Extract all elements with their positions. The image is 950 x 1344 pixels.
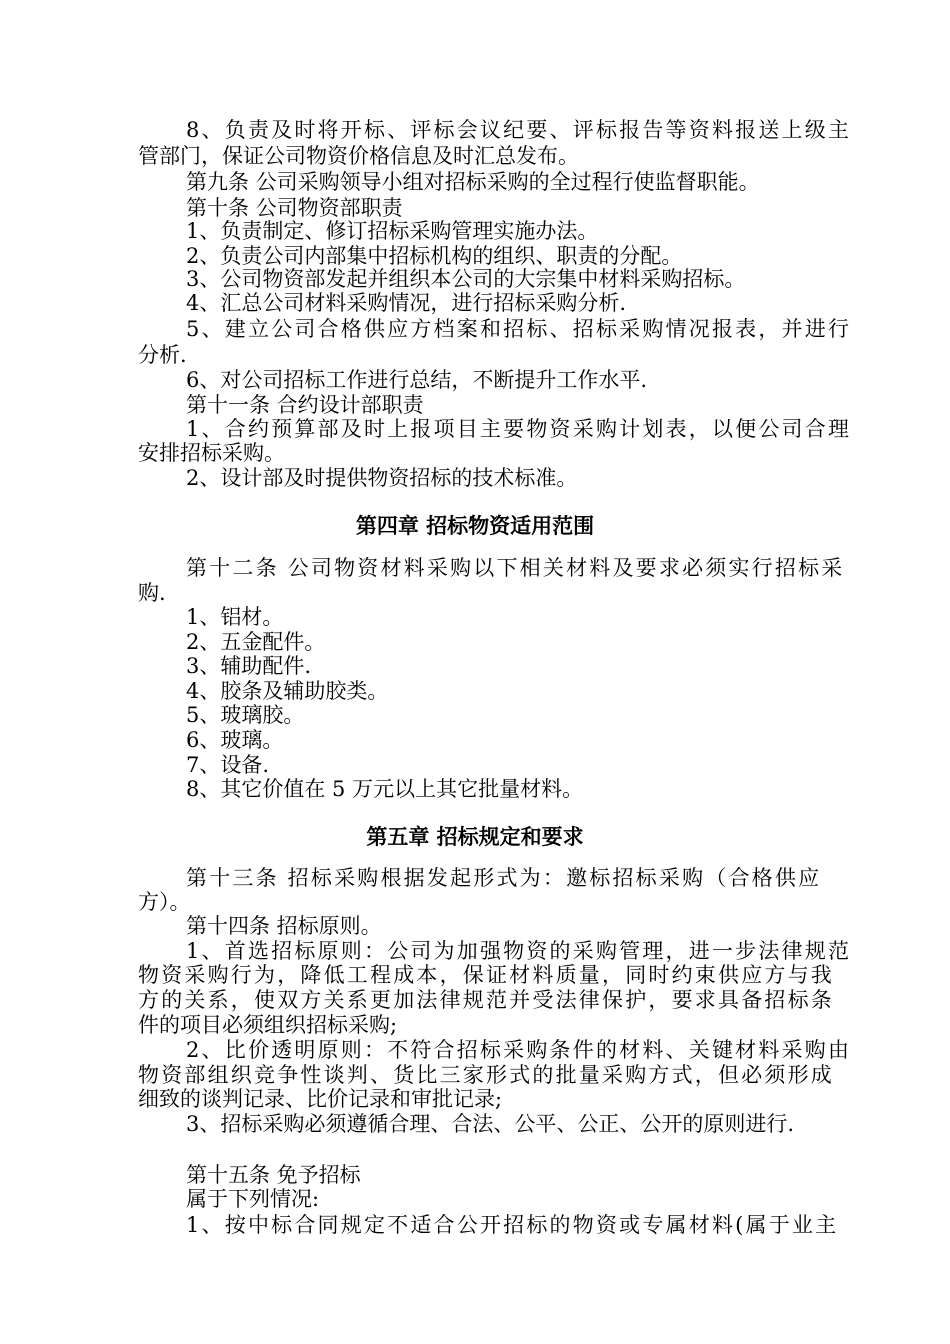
text-line: 1、负责制定、修订招标采购管理实施办法。: [186, 219, 599, 243]
text-line: 2、比价透明原则：不符合招标采购条件的材料、关键材料采购由: [186, 1038, 852, 1062]
text-line: 5、建立公司合格供应方档案和招标、招标采购情况报表，并进行: [186, 317, 852, 341]
list-item: 4、胶条及辅助胶类。: [186, 679, 389, 703]
text-line: 第十三条 招标采购根据发起形式为：邀标招标采购（合格供应: [186, 866, 822, 890]
text-line: 件的项目必须组织招标采购;: [138, 1013, 398, 1037]
text-line: 第十二条 公司物资材料采购以下相关材料及要求必须实行招标采: [186, 556, 845, 580]
text-line: 购.: [138, 581, 166, 605]
chapter-heading: 第五章 招标规定和要求: [366, 824, 584, 849]
text-line: 管部门，保证公司物资价格信息及时汇总发布。: [138, 144, 579, 168]
text-line: 1、合约预算部及时上报项目主要物资采购计划表，以便公司合理: [186, 417, 852, 441]
list-item: 8、其它价值在 5 万元以上其它批量材料。: [186, 777, 584, 801]
text-line: 1、首选招标原则：公司为加强物资的采购管理，进一步法律规范: [186, 939, 852, 963]
text-line: 第九条 公司采购领导小组对招标采购的全过程行使监督职能。: [186, 170, 760, 194]
list-item: 5、玻璃胶。: [186, 703, 305, 727]
list-item: 2、五金配件。: [186, 630, 326, 654]
text-line: 属于下列情况:: [186, 1187, 320, 1211]
text-line: 8、负责及时将开标、评标会议纪要、评标报告等资料报送上级主: [186, 118, 852, 142]
text-line: 物资采购行为，降低工程成本，保证材料质量，同时约束供应方与我: [138, 963, 834, 987]
text-line: 安排招标采购。: [138, 441, 285, 465]
chapter-heading: 第四章 招标物资适用范围: [355, 513, 595, 538]
text-line: 第十一条 合约设计部职责: [186, 393, 424, 417]
text-line: 方的关系，使双方关系更加法律规范并受法律保护，要求具备招标条: [138, 988, 834, 1012]
text-line: 3、招标采购必须遵循合理、合法、公平、公正、公开的原则进行.: [186, 1112, 795, 1136]
text-line: 第十四条 招标原则。: [186, 914, 382, 938]
text-line: 方）。: [138, 890, 191, 914]
text-line: 2、设计部及时提供物资招标的技术标准。: [186, 466, 578, 490]
text-line: 1、按中标合同规定不适合公开招标的物资或专属材料(属于业主: [186, 1213, 839, 1237]
text-line: 细致的谈判记录、比价记录和审批记录;: [138, 1087, 503, 1111]
text-line: 分析.: [138, 343, 187, 367]
list-item: 1、铝材。: [186, 605, 284, 629]
text-line: 3、公司物资部发起并组织本公司的大宗集中材料采购招标。: [186, 267, 746, 291]
list-item: 6、玻璃。: [186, 728, 284, 752]
text-line: 物资部组织竞争性谈判、货比三家形式的批量采购方式，但必须形成: [138, 1063, 834, 1087]
text-line: 第十五条 免予招标: [186, 1163, 361, 1187]
list-item: 3、辅助配件.: [186, 654, 312, 678]
list-item: 7、设备.: [186, 753, 270, 777]
text-line: 第十条 公司物资部职责: [186, 196, 403, 220]
text-line: 4、汇总公司材料采购情况，进行招标采购分析.: [186, 291, 627, 315]
text-line: 6、对公司招标工作进行总结，不断提升工作水平.: [186, 368, 648, 392]
text-line: 2、负责公司内部集中招标机构的组织、职责的分配。: [186, 244, 683, 268]
